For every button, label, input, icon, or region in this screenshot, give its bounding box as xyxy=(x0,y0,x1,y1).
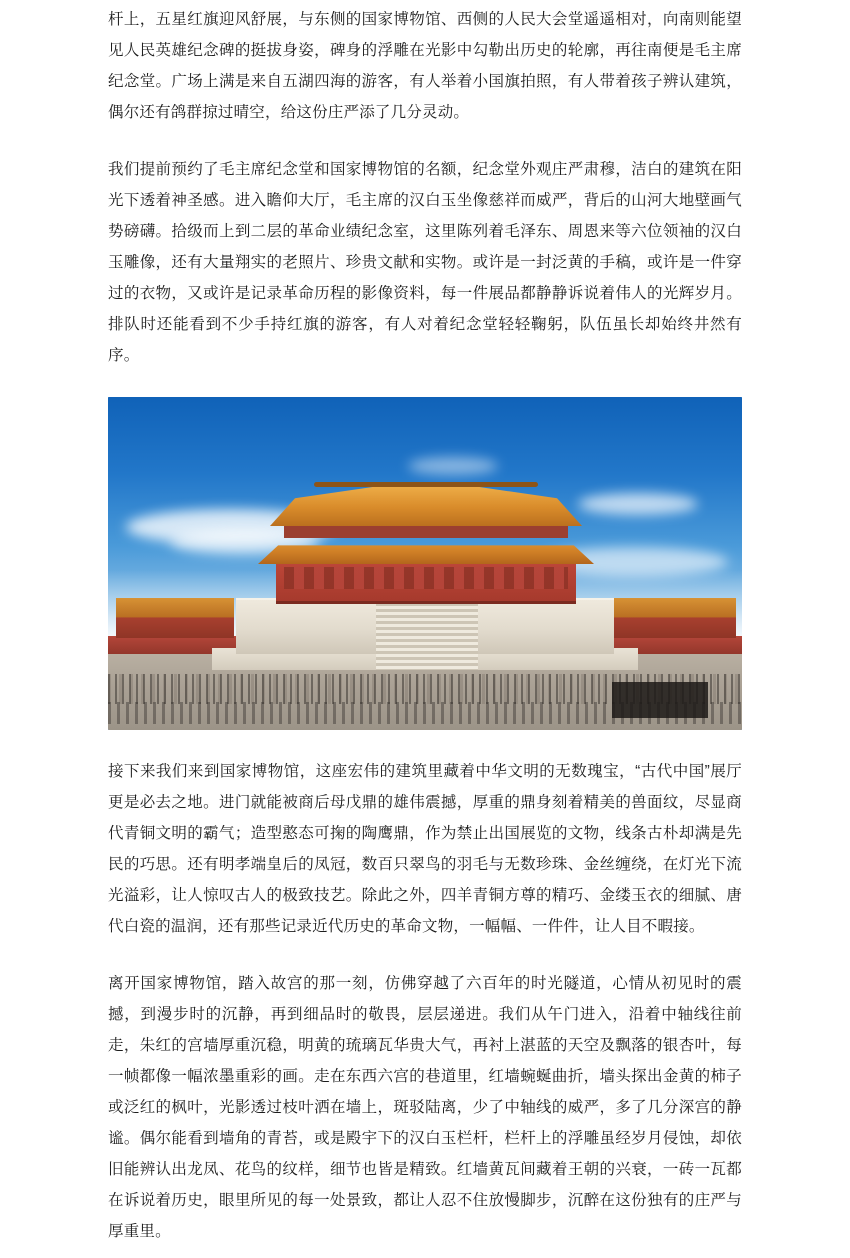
side-pavilion-right xyxy=(610,598,736,638)
article-body xyxy=(108,0,742,1247)
central-staircase xyxy=(376,600,478,670)
hall-columns xyxy=(284,567,568,589)
cloud-icon xyxy=(408,457,498,475)
forbidden-city-photo xyxy=(108,397,742,730)
side-pavilion-left xyxy=(116,598,234,638)
hall-body xyxy=(276,557,576,604)
cloud-icon xyxy=(578,493,698,515)
paragraph-2: 我们提前预约了毛主席纪念堂和国家博物馆的名额，纪念堂外观庄严肃穆，洁白的建筑在阳光下透着神圣感。进入瞻仰大厅，毛主席的汉白玉坐像慈祥而威严，背后的山河大地壁画气势磅礴。拾级而上到二层的革命业绩纪念室，这里陈列着毛泽东、周恩来等六位领袖的汉白玉雕像，还有大量翔实的老照片、珍贵文献和实物。或许是一封泛黄的手稿，或许是一件穿过的衣物，又或许是记录革命历程的影像资料，每一件展品都静静诉说着伟人的光辉岁月。排队时还能看到不少手持红旗的游客，有人对着纪念堂轻轻鞠躬，队伍虽长却始终井然有序。 xyxy=(108,161,742,364)
foreground-shadow xyxy=(612,682,708,718)
paragraph-1: 杆上，五星红旗迎风舒展，与东侧的国家博物馆、西侧的人民大会堂遥遥相对，向南则能望见人民英雄纪念碑的挺拔身姿，碑身的浮雕在光影中勾勒出历史的轮廓，再往南便是毛主席纪念堂。广场上满是来自五湖四海的游客，有人举着小国旗拍照，有人带着孩子辨认建筑，偶尔还有鸽群掠过晴空，给这份庄严添了几分灵动。 xyxy=(108,11,742,121)
paragraph-4: 离开国家博物馆，踏入故宫的那一刻，仿佛穿越了六百年的时光隧道，心情从初见时的震撼，到漫步时的沉静，再到细品时的敬畏，层层递进。我们从午门进入，沿着中轴线往前走，朱红的宫墙厚重沉稳，明黄的琉璃瓦华贵大气，再衬上湛蓝的天空及飘落的银杏叶，每一帧都像一幅浓墨重彩的画。走在东西六宫的巷道里，红墙蜿蜒曲折，墙头探出金黄的柿子或泛红的枫叶，光影透过枝叶洒在墙上，斑驳陆离，少了中轴线的威严，多了几分深宫的静谧。偶尔能看到墙角的青苔，或是殿宇下的汉白玉栏杆，栏杆上的浮雕虽经岁月侵蚀，却依旧能辨认出龙凤、花鸟的纹样，细节也皆是精致。红墙黄瓦间藏着王朝的兴衰，一砖一瓦都在诉说着历史，眼里所见的每一处景致，都让人忍不住放慢脚步，沉醉在这份独有的庄严与厚重里。 xyxy=(108,975,742,1240)
paragraph-3: 接下来我们来到国家博物馆，这座宏伟的建筑里藏着中华文明的无数瑰宝，“古代中国”展厅更是必去之地。进门就能被商后母戊鼎的雄伟震撼，厚重的鼎身刻着精美的兽面纹，尽显商代青铜文明的霸气；造型憨态可掬的陶鹰鼎，作为禁止出国展览的文物，线条古朴却满是先民的巧思。还有明孝端皇后的凤冠，数百只翠鸟的羽毛与无数珍珠、金丝缠绕，在灯光下流光溢彩，让人惊叹古人的极致技艺。除此之外，四羊青铜方尊的精巧、金缕玉衣的细腻、唐代白瓷的温润，还有那些记录近代历史的革命文物，一幅幅、一件件，让人目不暇接。 xyxy=(108,763,742,935)
roof-ridge xyxy=(314,482,538,487)
